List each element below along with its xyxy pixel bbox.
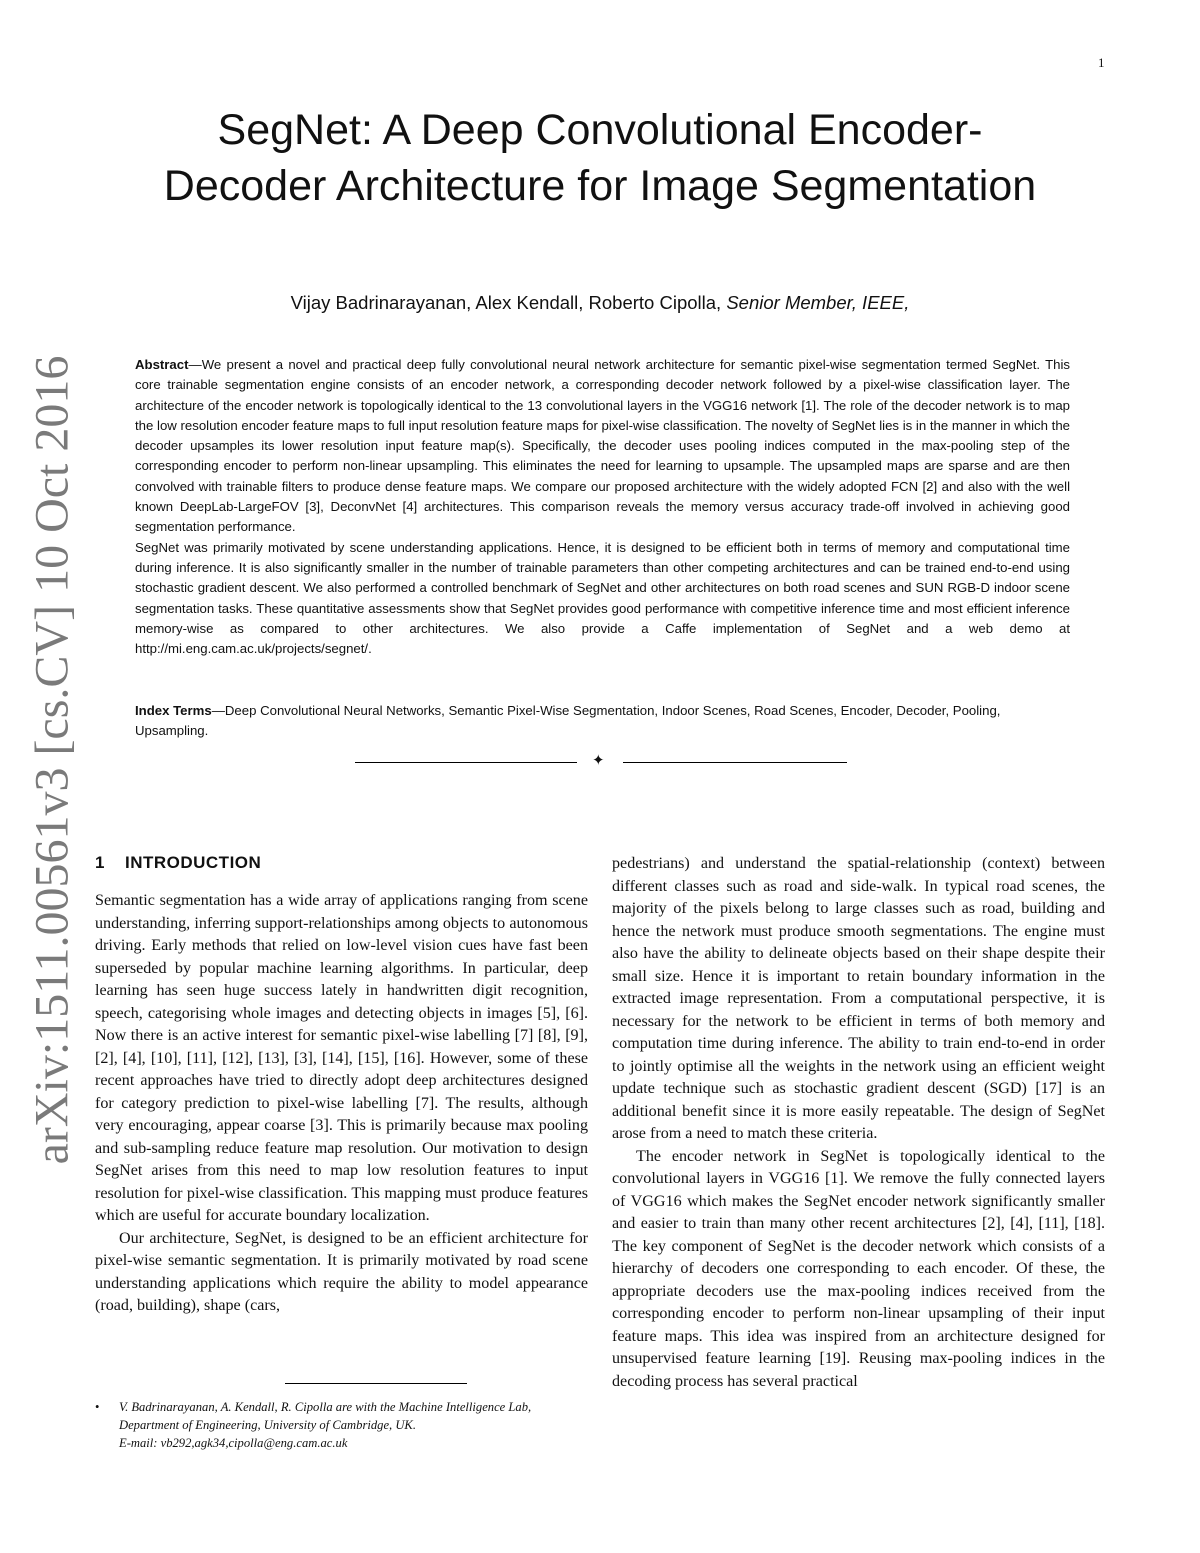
left-column bbox=[95, 890, 588, 1318]
page-number: 1 bbox=[1098, 55, 1105, 70]
footnote-bullet: • bbox=[95, 1400, 100, 1414]
index-terms-text: —Deep Convolutional Neural Networks, Semantic Pixel-Wise Segmentation, Indoor Scenes, Road Scenes, Encoder, Decoder, Pooling, Upsampling. bbox=[135, 703, 1001, 739]
footnote bbox=[95, 1398, 588, 1452]
footnote-rule bbox=[285, 1383, 467, 1384]
section-title: INTRODUCTION bbox=[124, 853, 262, 872]
arxiv-identifier-stamp: arXiv:1511.00561v3 [cs.CV] 10 Oct 2016 bbox=[25, 355, 79, 1165]
section-number: 1 bbox=[95, 853, 105, 872]
index-terms bbox=[135, 701, 1070, 742]
divider-diamond-icon: ✦ bbox=[592, 751, 605, 769]
intro-paragraph-3: pedestrians) and understand the spatial-relationship (context) between different classes such as road and side-walk. In typical road scenes, the majority of the pixels belong to large classes such as road, building and hence the network must produce smooth segmentations. The engine must also have the ability to delineate objects based on their shape despite their small size. Hence it is important to retain boundary information in the extracted image representation. From a computational perspective, it is necessary for the network to be efficient in terms of both memory and computation time during inference. The ability to train end-to-end in order to jointly optimise all the weights in the network using an efficient weight update technique such as stochastic gradient descent (SGD) [17] is an additional benefit since it is more easily repeatable. The design of SegNet arose from a need to match these criteria. bbox=[612, 855, 1105, 1142]
abstract bbox=[135, 355, 1070, 659]
footnote-affiliation: V. Badrinarayanan, A. Kendall, R. Cipolla are with the Machine Intelligence Lab, Department of Engineering, University of Cambridge, UK. bbox=[119, 1400, 532, 1432]
author-membership: Senior Member, IEEE, bbox=[726, 292, 910, 313]
abstract-paragraph-2: SegNet was primarily motivated by scene understanding applications. Hence, it is designed to be efficient both in terms of memory and computational time during inference. It is also significantly smaller in the number of trainable parameters than other competing architectures and can be trained end-to-end using stochastic gradient descent. We also performed a controlled benchmark of SegNet and other architectures on both road scenes and SUN RGB-D indoor scene segmentation tasks. These quantitative assessments show that SegNet provides good performance with competitive inference time and most efficient inference memory-wise as compared to other architectures. We also provide a Caffe implementation of SegNet and a web demo at http://mi.eng.cam.ac.uk/projects/segnet/. bbox=[135, 539, 1070, 657]
divider-line-left bbox=[355, 762, 577, 763]
intro-paragraph-2: Our architecture, SegNet, is designed to be an efficient architecture for pixel-wise semantic segmentation. It is primarily motivated by road scene understanding applications which require the ability to model appearance (road, building), shape (cars, bbox=[95, 1229, 588, 1314]
divider-line-right bbox=[623, 762, 847, 763]
abstract-text-1: —We present a novel and practical deep fully convolutional neural network architecture for semantic pixel-wise segmentation termed SegNet. This core trainable segmentation engine consists of an encoder network, a corresponding decoder network followed by a pixel-wise classification layer. The architecture of the encoder network is topologically identical to the 13 convolutional layers in the VGG16 network [1]. The role of the decoder network is to map the low resolution encoder feature maps to full input resolution feature maps for pixel-wise classification. The novelty of SegNet lies is in the manner in which the decoder upsamples its lower resolution input feature map(s). Specifically, the decoder uses pooling indices computed in the max-pooling step of the corresponding encoder to perform non-linear upsampling. This eliminates the need for learning to upsample. The upsampled maps are sparse and are then convolved with trainable filters to produce dense feature maps. We compare our proposed architecture with the widely adopted FCN [2] and also with the well known DeepLab-LargeFOV [3], DeconvNet [4] architectures. This comparison reveals the memory versus accuracy trade-off involved in achieving good segmentation performance. bbox=[135, 357, 1070, 535]
paper-title: SegNet: A Deep Convolutional Encoder-Decoder Architecture for Image Segmentation bbox=[163, 106, 1037, 210]
author-line bbox=[150, 292, 1050, 314]
section-heading-introduction bbox=[95, 853, 261, 873]
intro-paragraph-1: Semantic segmentation has a wide array of applications ranging from scene understanding, inferring support-relationships among objects to autonomous driving. Early methods that relied on low-level vision cues have fast been superseded by popular machine learning algorithms. In particular, deep learning has seen huge success lately in handwritten digit recognition, speech, categorising whole images and detecting objects in images [5], [6]. Now there is an active interest for semantic pixel-wise labelling [7] [8], [9], [2], [4], [10], [11], [12], [13], [3], [14], [15], [16]. However, some of these recent approaches have tried to directly adopt deep architectures designed for category prediction to pixel-wise labelling [7]. The results, although very encouraging, appear coarse [3]. This is primarily because max pooling and sub-sampling reduce feature map resolution. Our motivation to design SegNet arises from this need to map low resolution features to input resolution for pixel-wise classification. This mapping must produce features which are useful for accurate boundary localization. bbox=[95, 892, 588, 1224]
footnote-text bbox=[119, 1398, 588, 1452]
intro-paragraph-4: The encoder network in SegNet is topologically identical to the convolutional layers in VGG16 [1]. We remove the fully connected layers of VGG16 which makes the SegNet encoder network significantly smaller and easier to train than many other recent architectures [2], [4], [11], [18]. The key component of SegNet is the decoder network which consists of a hierarchy of decoders one corresponding to each encoder. Of these, the appropriate decoders use the max-pooling indices received from the corresponding encoder to perform non-linear upsampling of their input feature maps. This idea was inspired from an architecture designed for unsupervised feature learning [19]. Reusing max-pooling indices in the decoding process has several practical bbox=[612, 1147, 1105, 1390]
author-names: Vijay Badrinarayanan, Alex Kendall, Roberto Cipolla, bbox=[290, 292, 722, 313]
section-divider bbox=[355, 751, 847, 769]
abstract-paragraph-1 bbox=[135, 355, 1070, 538]
footnote-email: E-mail: vb292,agk34,cipolla@eng.cam.ac.uk bbox=[119, 1436, 348, 1450]
abstract-label: Abstract bbox=[135, 357, 189, 372]
right-column bbox=[612, 853, 1105, 1393]
index-terms-label: Index Terms bbox=[135, 703, 212, 718]
